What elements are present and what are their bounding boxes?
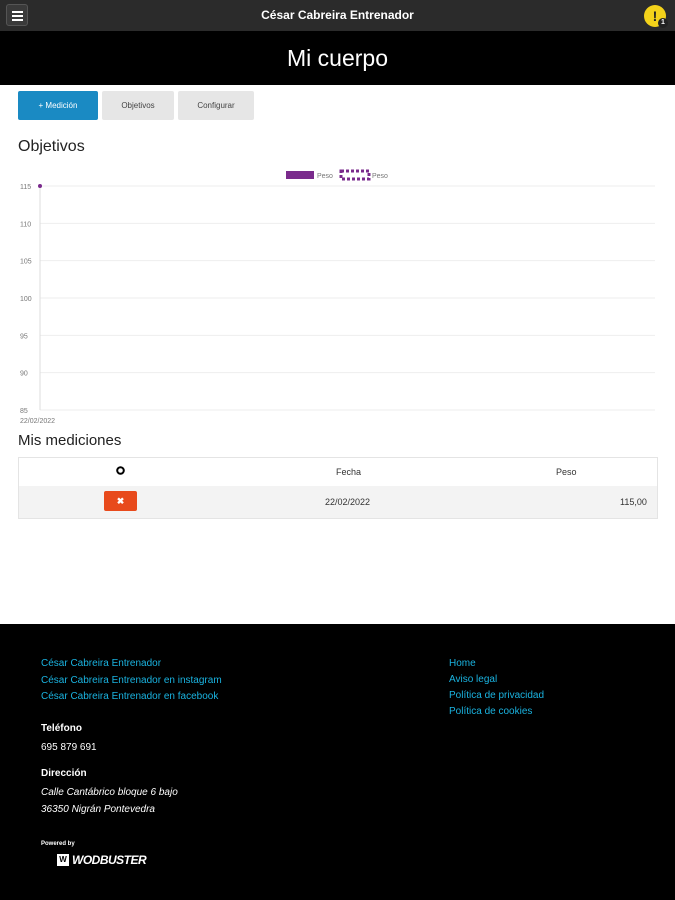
powered-by-label: Powered by xyxy=(41,841,75,847)
alert-symbol: ! xyxy=(652,8,658,24)
weight-chart xyxy=(0,160,675,430)
actions-column-icon xyxy=(116,466,126,476)
y-tick-label: 90 xyxy=(20,370,28,378)
footer-link-coach[interactable]: César Cabreira Entrenador xyxy=(41,658,162,669)
footer-link-cookies[interactable]: Política de cookies xyxy=(449,706,533,717)
address-line-1: Calle Cantábrico bloque 6 bajo xyxy=(41,787,178,798)
column-header-weight: Peso xyxy=(556,467,577,477)
y-tick-label: 85 xyxy=(20,408,28,415)
configure-button[interactable]: Configurar xyxy=(178,91,254,120)
legend-swatch xyxy=(341,171,369,179)
page-header xyxy=(0,31,675,85)
delete-measurement-button[interactable]: ✖ xyxy=(104,491,137,511)
column-header-date: Fecha xyxy=(336,467,362,477)
y-tick-label: 100 xyxy=(20,296,32,303)
measurements-title: Mis mediciones xyxy=(18,432,122,449)
alert-count-badge: 1 xyxy=(658,18,668,28)
legend-label: Peso xyxy=(317,173,333,180)
measurement-date: 22/02/2022 xyxy=(325,497,371,507)
footer-link-facebook[interactable]: César Cabreira Entrenador en facebook xyxy=(41,691,219,702)
measurements-table xyxy=(18,457,658,519)
top-bar xyxy=(0,0,675,31)
alert-icon[interactable] xyxy=(644,5,666,27)
footer-link-legal[interactable]: Aviso legal xyxy=(449,674,498,685)
footer-link-home[interactable]: Home xyxy=(449,658,476,669)
page-title: Mi cuerpo xyxy=(287,45,388,71)
objectives-button[interactable]: Objetivos xyxy=(102,91,174,120)
data-point xyxy=(38,184,42,188)
footer-link-privacy[interactable]: Política de privacidad xyxy=(449,690,545,701)
y-tick-label: 105 xyxy=(20,258,32,266)
phone-number: 695 879 691 xyxy=(41,742,97,753)
add-measurement-button[interactable]: + Medición xyxy=(18,91,98,120)
y-tick-label: 110 xyxy=(20,221,32,229)
phone-label: Teléfono xyxy=(41,723,82,734)
wodbuster-logo[interactable] xyxy=(57,853,147,867)
wodbuster-wordmark: WODBUSTER xyxy=(72,853,147,867)
y-tick-label: 95 xyxy=(20,333,28,341)
y-tick-label: 115 xyxy=(20,184,32,191)
wodbuster-mark: W xyxy=(57,854,69,866)
legend-swatch xyxy=(286,171,314,179)
x-tick-label: 22/02/2022 xyxy=(20,418,56,425)
address-label: Dirección xyxy=(41,768,87,779)
address-line-2: 36350 Nigrán Pontevedra xyxy=(41,804,155,815)
weight-chart-svg xyxy=(0,160,675,430)
measurement-weight: 115,00 xyxy=(620,497,647,507)
table-header-row xyxy=(19,458,657,486)
objectives-title: Objetivos xyxy=(18,138,85,155)
legend-label: Peso xyxy=(372,173,388,180)
table-row xyxy=(19,486,657,518)
footer-link-instagram[interactable]: César Cabreira Entrenador en instagram xyxy=(41,675,222,686)
footer xyxy=(0,624,675,900)
app-title: César Cabreira Entrenador xyxy=(261,8,414,22)
